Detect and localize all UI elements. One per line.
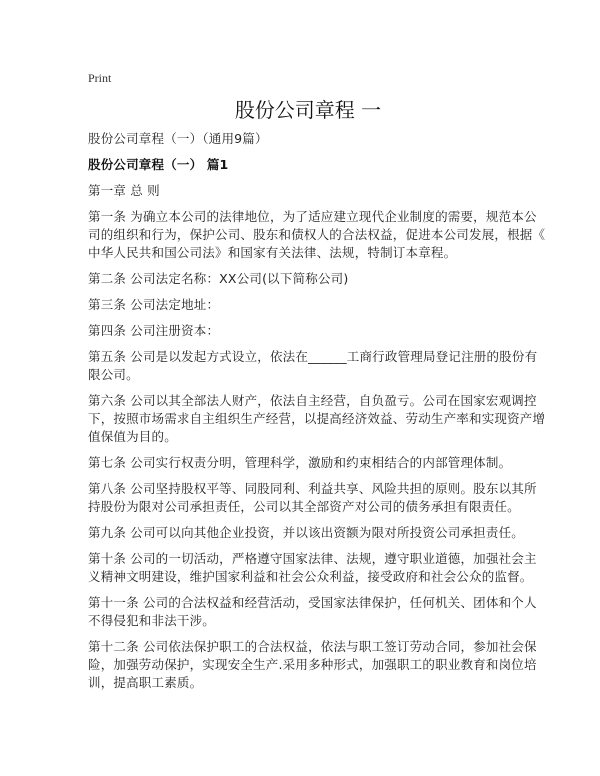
paragraph-line: 险，加强劳动保护，实现安全生产.采用多种形式，加强职工的职业教育和岗位培: [88, 657, 537, 672]
paragraph-line: 第十二条 公司依法保护职工的合法权益，依法与职工签订劳动合同，参加社会保: [88, 639, 537, 654]
paragraph-line: 司的组织和行为，保护公司、股东和债权人的合法权益，促进本公司发展，根据《: [88, 227, 546, 242]
article-paragraph: [88, 392, 546, 446]
article-paragraph: [88, 348, 538, 384]
paragraph-line: 中华人民共和国公司法》和国家有关法律、法规，特制订本章程。: [88, 245, 457, 260]
chapter-heading: 第一章 总 则: [88, 183, 160, 198]
paragraph-line: 第七条 公司实行权责分明，管理科学，激励和约束相结合的内部管理体制。: [88, 455, 512, 470]
document-page: [88, 70, 546, 700]
paragraph-line: 第十条 公司的一切活动，严格遵守国家法律、法规，遵守职业道德，加强社会主: [88, 551, 537, 566]
paragraph-line: 第八条 公司坚持股权平等、同股同利、利益共享、风险共担的原则。股东以其所: [88, 481, 537, 496]
paragraph-line: 下，按照市场需求自主组织生产经营，以提高经济效益、劳动生产率和实现资产增: [88, 411, 546, 426]
article-paragraph: [88, 270, 528, 288]
article-paragraph: [88, 454, 528, 472]
document-subtitle: 股份公司章程（一）（通用9篇）: [88, 131, 268, 146]
paragraph-line: 第四条 公司注册资本：: [88, 323, 220, 338]
paragraph-line: 第三条 公司法定地址：: [88, 297, 220, 312]
paragraph-line: 第二条 公司法定名称：XX公司(以下简称公司): [88, 271, 349, 286]
paragraph-line: 持股份为限对公司承担责任，公司以其全部资产对公司的债务承担有限责任。: [88, 499, 520, 514]
paragraph-line: 不得侵犯和非法干涉。: [88, 613, 216, 628]
paragraph-line: 义精神文明建设，维护国家利益和社会公众利益，接受政府和社会公众的监督。: [88, 569, 533, 584]
article-paragraph: [88, 296, 528, 314]
paragraph-line: 值保值为目的。: [88, 429, 177, 444]
paragraph-line: 第一条 为确立本公司的法律地位，为了适应建立现代企业制度的需要，规范本公: [88, 209, 537, 224]
article-list: [88, 208, 546, 692]
article-paragraph: [88, 550, 537, 586]
paragraph-line: 第五条 公司是以发起方式设立，依法在______工商行政管理局登记注册的股份有: [88, 349, 538, 364]
article-paragraph: [88, 638, 537, 692]
article-paragraph: [88, 524, 528, 542]
paragraph-line: 限公司。: [88, 367, 139, 382]
paragraph-line: 第六条 公司以其全部法人财产，依法自主经营，自负盈亏。公司在国家宏观调控: [88, 393, 537, 408]
article-paragraph: [88, 322, 528, 340]
section-heading: 股份公司章程（一） 篇1: [88, 157, 229, 172]
paragraph-line: 第九条 公司可以向其他企业投资，并以该出资额为限对所投资公司承担责任。: [88, 525, 524, 540]
document-title: 股份公司章程 一: [234, 98, 382, 122]
article-paragraph: [88, 480, 537, 516]
article-paragraph: [88, 594, 537, 630]
print-link[interactable]: Print: [88, 71, 112, 85]
paragraph-line: 训，提高职工素质。: [88, 675, 203, 690]
paragraph-line: 第十一条 公司的合法权益和经营活动，受国家法律保护，任何机关、团体和个人: [88, 595, 537, 610]
article-paragraph: [88, 208, 546, 262]
